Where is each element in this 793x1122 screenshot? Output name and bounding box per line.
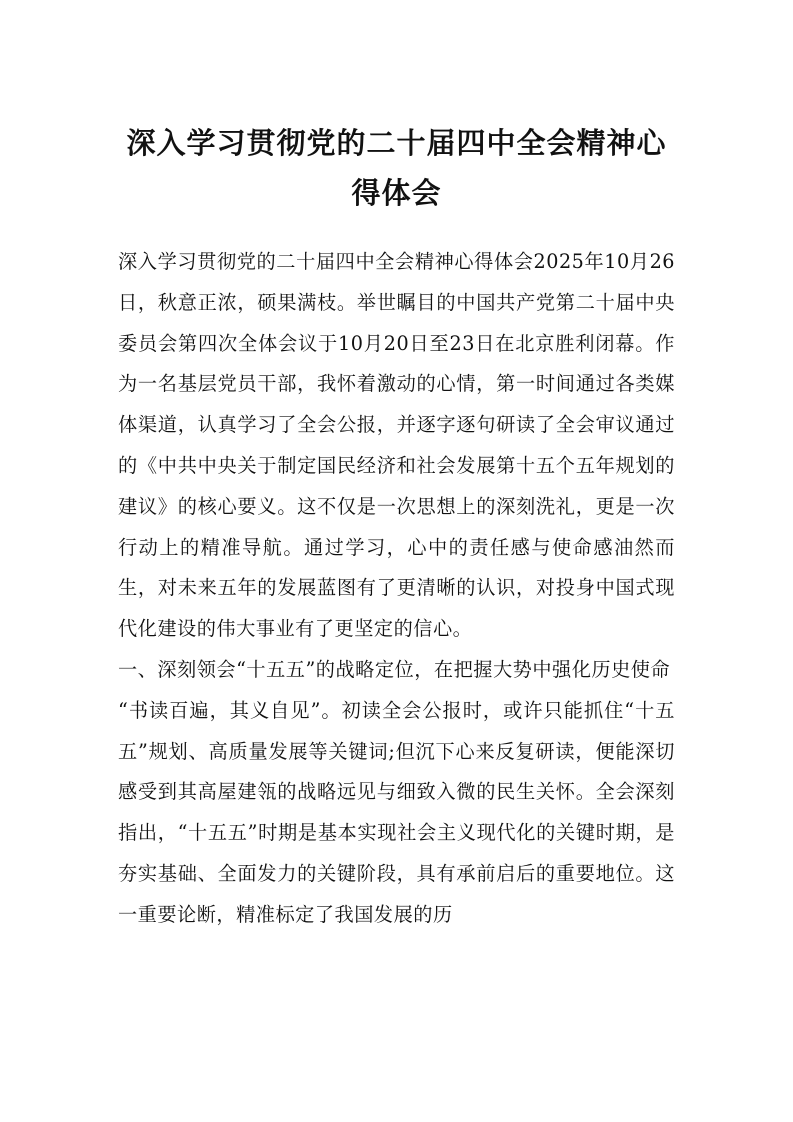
document-body <box>118 242 675 936</box>
section-heading: 一、深刻领会“十五五”的战略定位，在把握大势中强化历史使命 <box>118 657 671 681</box>
section-paragraph: “书读百遍，其义自见”。初读全会公报时，或许只能抓住“十五五”规划、高质量发展等关键词;但沉下心来反复研读，便能深切感受到其高屋建瓴的战略远见与细致入微的民生关怀。全会深刻指出，“十五五”时期是基本实现社会主义现代化的关键时期，是夯实基础、全面发力的关键阶段，具有承前启后的重要地位。这一重要论断，精准标定了我国发展的历 <box>118 698 675 926</box>
intro-paragraph: 深入学习贯彻党的二十届四中全会精神心得体会2025年10月26日，秋意正浓，硕果满枝。举世瞩目的中国共产党第二十届中央委员会第四次全体会议于10月20日至23日在北京胜利闭幕。作为一名基层党员干部，我怀着激动的心情，第一时间通过各类媒体渠道，认真学习了全会公报，并逐字逐句研读了全会审议通过的《中共中央关于制定国民经济和社会发展第十五个五年规划的建议》的核心要义。这不仅是一次思想上的深刻洗礼，更是一次行动上的精准导航。通过学习，心中的责任感与使命感油然而生，对未来五年的发展蓝图有了更清晰的认识，对投身中国式现代化建设的伟大事业有了更坚定的信心。 <box>118 250 675 641</box>
document-title: 深入学习贯彻党的二十届四中全会精神心得体会 <box>126 126 667 210</box>
